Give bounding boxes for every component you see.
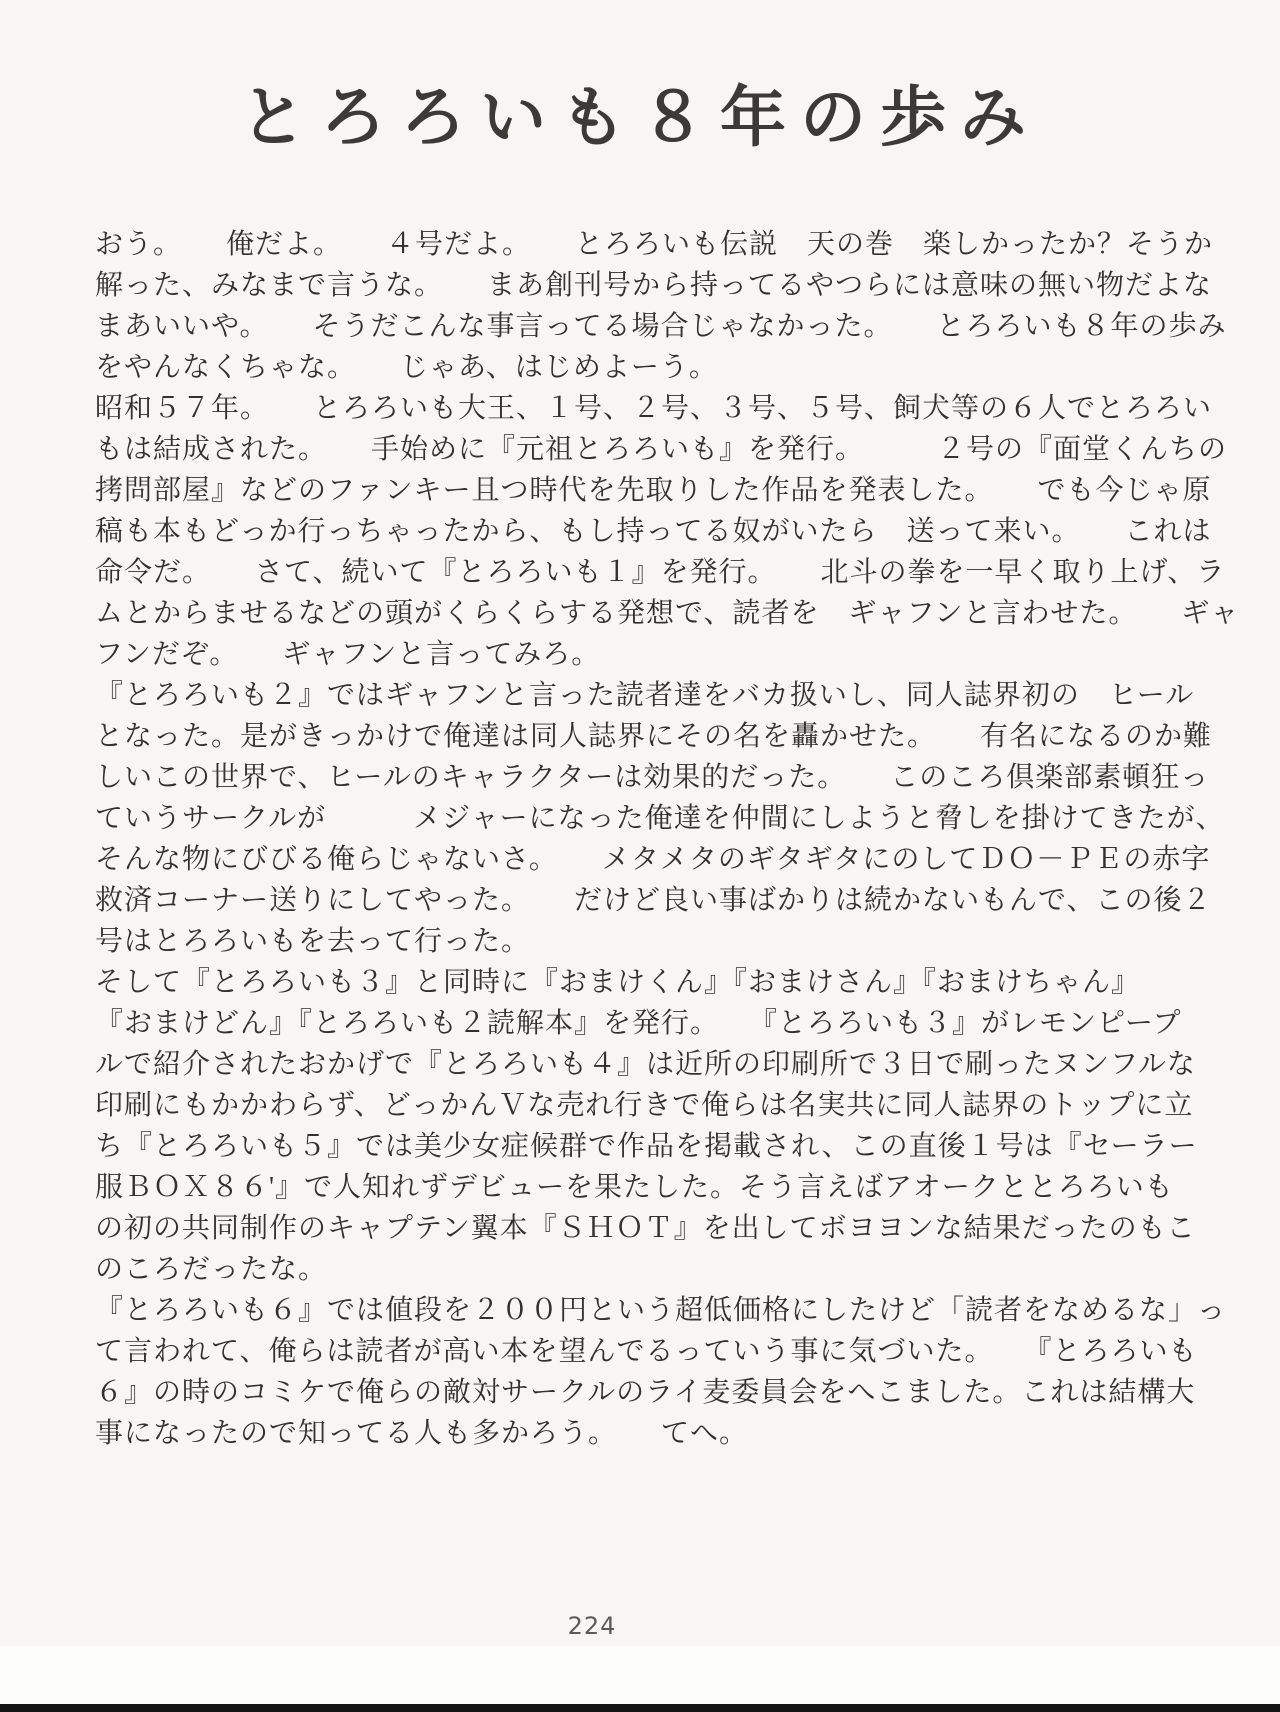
body-line: をやんなくちゃな。 じゃあ、はじめよーう。 bbox=[95, 352, 718, 383]
body-line: 『おまけどん』『とろろいも２読解本』を発行。 『とろろいも３』がレモンピープ bbox=[95, 1008, 1182, 1039]
body-line: 拷問部屋』などのファンキー且つ時代を先取りした作品を発表した。 でも今じゃ原 bbox=[95, 475, 1212, 506]
body-line: しいこの世界で、ヒールのキャラクターは効果的だった。 このころ倶楽部素頓狂っ bbox=[95, 762, 1210, 793]
body-line: まあいいや。 そうだこんな事言ってる場合じゃなかった。 とろろいも８年の歩み bbox=[95, 311, 1227, 342]
body-line: の初の共同制作のキャプテン翼本『ＳＨＯＴ』を出してボヨヨンな結果だったのもこ bbox=[95, 1213, 1196, 1244]
body-line: おう。 俺だよ。 ４号だよ。 とろろいも伝説 天の巻 楽しかったか？そうか bbox=[95, 229, 1214, 260]
scan-edge-bar bbox=[0, 1704, 1280, 1712]
body-line: 印刷にもかかわらず、どっかんＶな売れ行きで俺らは名実共に同人誌界のトップに立 bbox=[95, 1090, 1194, 1121]
body-line: 『とろろいも６』では値段を２００円という超低価格にしたけど「読者をなめるな」っ bbox=[95, 1295, 1227, 1326]
body-line: 解った、みなまで言うな。 まあ創刊号から持ってるやつらには意味の無い物だよな bbox=[95, 270, 1213, 301]
body-line: そんな物にびびる俺らじゃないさ。 メタメタのギタギタにのしてＤＯ－ＰＥの赤字 bbox=[95, 844, 1211, 875]
body-line: 稿も本もどっか行っちゃったから、もし持ってる奴がいたら 送って来い。 これは bbox=[95, 516, 1212, 547]
page-title: とろろいも８年の歩み bbox=[240, 82, 1040, 156]
body-line: て言われて、俺らは読者が高い本を望んでるっていう事に気づいた。 『とろろいも bbox=[95, 1336, 1198, 1367]
body-line: ルで紹介されたおかげで『とろろいも４』は近所の印刷所で３日で刷ったヌンフルな bbox=[95, 1049, 1196, 1080]
body-line: 救済コーナー送りにしてやった。 だけど良い事ばかりは続かないもんで、この後２ bbox=[95, 885, 1212, 916]
page-number: 224 bbox=[567, 1612, 617, 1640]
body-line: 命令だ。 さて、続いて『とろろいも１』を発行。 北斗の拳を一早く取り上げ、ラ bbox=[95, 557, 1226, 588]
body-line: 昭和５７年。 とろろいも大王、１号、２号、３号、５号、飼犬等の６人でとろろい bbox=[95, 393, 1213, 424]
body-line: 号はとろろいもを去って行った。 bbox=[95, 926, 531, 957]
scan-bottom-light-band bbox=[0, 1646, 1280, 1704]
body-line: 事になったので知ってる人も多かろう。 てへ。 bbox=[95, 1418, 749, 1449]
body-line: フンだぞ。 ギャフンと言ってみろ。 bbox=[95, 639, 601, 670]
body-line: となった。是がきっかけで俺達は同人誌界にその名を轟かせた。 有名になるのか難 bbox=[95, 721, 1213, 752]
body-text bbox=[95, 224, 1240, 1454]
body-line: のころだったな。 bbox=[95, 1254, 328, 1285]
body-line: 『とろろいも２』ではギャフンと言った読者達をバカ扱いし、同人誌界初の ヒール bbox=[95, 680, 1195, 711]
body-line: ち『とろろいも５』では美少女症候群で作品を掲載され、この直後１号は『セーラー bbox=[95, 1131, 1198, 1162]
body-line: 服ＢＯＸ８６'』で人知れずデビューを果たした。そう言えばアオークととろろいも bbox=[95, 1172, 1174, 1203]
body-line: もは結成された。 手始めに『元祖とろろいも』を発行。 ２号の『面堂くんちの bbox=[95, 434, 1228, 465]
body-line: ６』の時のコミケで俺らの敵対サークルのライ麦委員会をへこました。これは結構大 bbox=[95, 1377, 1196, 1408]
body-line: そして『とろろいも３』と同時に『おまけくん』『おまけさん』『おまけちゃん』 bbox=[95, 967, 1141, 998]
body-line: ムとからませるなどの頭がくらくらする発想で、読者を ギャフンと言わせた。 ギャ bbox=[95, 598, 1240, 629]
body-line: ていうサークルが メジャーになった俺達を仲間にしようと脅しを掛けてきたが、 bbox=[95, 803, 1225, 834]
